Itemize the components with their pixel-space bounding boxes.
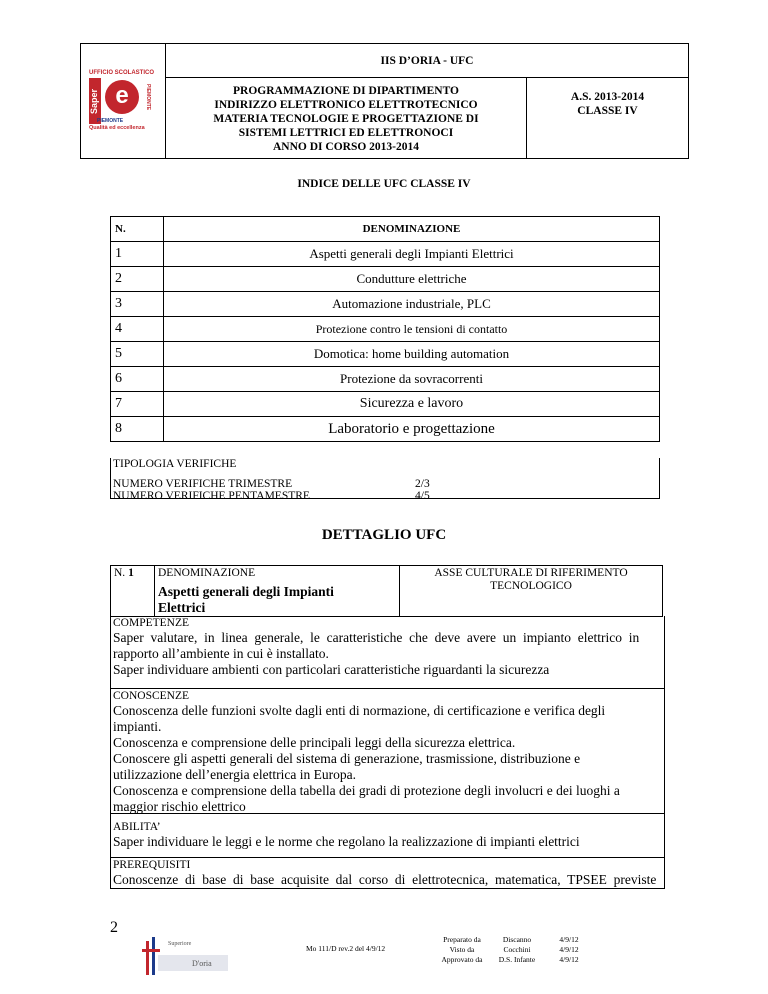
program-line: ANNO DI CORSO 2013-2014 — [273, 141, 419, 153]
year-info — [527, 78, 689, 159]
program-line: INDIRIZZO ELETTRONICO ELETTROTECNICO — [214, 99, 478, 111]
footer-names — [494, 935, 540, 965]
school-year: A.S. 2013-2014 — [570, 91, 645, 103]
logo-region: PIEMONTE — [97, 118, 124, 124]
footer-person: D.S. Infante — [498, 955, 536, 964]
conoscenze-label: CONOSCENZE — [113, 690, 190, 702]
prerequisiti-section — [110, 858, 665, 889]
ufc-n-label: N. — [114, 567, 126, 579]
verifiche-pentamestre-label: NUMERO VERIFICHE PENTAMESTRE — [113, 490, 310, 502]
row-name: Automazione industriale, PLC — [164, 292, 660, 317]
module-code: Mo 111/D rev.2 del 4/9/12 — [306, 944, 386, 953]
row-number: 5 — [111, 342, 164, 367]
logo-top-text: UFFICIO SCOLASTICO — [89, 70, 154, 76]
abilita-section — [110, 812, 665, 858]
school-title: IIS D’ORIA - UFC — [166, 44, 689, 78]
footer-role: Preparato da — [443, 935, 481, 944]
ufc-denominazione-line: Aspetti generali degli Impianti — [158, 584, 334, 599]
footer-logo — [142, 935, 238, 979]
ufc-asse-cell — [400, 566, 663, 617]
ufc-denominazione-line: Elettrici — [158, 600, 206, 615]
class-label: CLASSE IV — [577, 105, 638, 117]
competenze-label: COMPETENZE — [113, 617, 190, 629]
row-name: Condutture elettriche — [164, 267, 660, 292]
saper-logo — [85, 70, 161, 132]
table-row — [111, 292, 660, 317]
row-number: 7 — [111, 392, 164, 417]
table-row — [111, 317, 660, 342]
row-name: Sicurezza e lavoro — [164, 392, 660, 417]
row-name: Domotica: home building automation — [164, 342, 660, 367]
table-row — [111, 417, 660, 442]
verifiche-trimestre-label: NUMERO VERIFICHE TRIMESTRE — [113, 478, 293, 490]
conoscenze-line: impianti. — [113, 719, 162, 734]
program-line: SISTEMI LETTRICI ED ELETTRONOCI — [238, 127, 454, 139]
page-number: 2 — [110, 919, 118, 936]
row-number: 2 — [111, 267, 164, 292]
footer-logo-text: D'oria — [192, 959, 212, 968]
verifiche-pentamestre-value: 4/5 — [415, 490, 430, 502]
row-name: Protezione da sovracorrenti — [164, 367, 660, 392]
footer-logo-text: Superiore — [168, 941, 192, 947]
col-n-header: N. — [111, 217, 164, 242]
footer-roles — [436, 935, 488, 965]
competenze-line: Saper individuare ambienti con particolari caratteristiche riguardanti la sicurezza — [113, 662, 550, 677]
table-row — [111, 367, 660, 392]
logo-cell — [81, 44, 166, 159]
asse-value: TECNOLOGICO — [490, 580, 572, 592]
table-row — [111, 392, 660, 417]
competenze-line: rapporto all’ambiente in cui è installato. — [113, 646, 329, 661]
conoscenze-line: maggior rischio elettrico — [113, 799, 246, 814]
conoscenze-line: Conoscenza e comprensione delle principali leggi della sicurezza elettrica. — [113, 735, 516, 750]
conoscenze-line: Conoscere gli aspetti generali del sistema di generazione, trasmissione, distribuzione e — [113, 751, 581, 766]
logo-e-icon — [105, 80, 139, 114]
row-name: Aspetti generali degli Impianti Elettrici — [164, 242, 660, 267]
row-number: 3 — [111, 292, 164, 317]
footer-person: Discanno — [502, 935, 532, 944]
table-row — [111, 242, 660, 267]
footer-date: 4/9/12 — [559, 945, 579, 954]
prerequisiti-label: PREREQUISITI — [113, 859, 191, 871]
row-name: Laboratorio e progettazione — [164, 417, 660, 442]
competenze-section — [110, 616, 665, 689]
table-row — [111, 267, 660, 292]
footer-date: 4/9/12 — [559, 955, 579, 964]
asse-label: ASSE CULTURALE DI RIFERIMENTO — [434, 567, 628, 579]
program-line: PROGRAMMAZIONE DI DIPARTIMENTO — [233, 85, 459, 97]
table-row — [111, 342, 660, 367]
footer-role: Visto da — [449, 945, 475, 954]
ufc-header-table — [110, 565, 663, 617]
document-header — [80, 43, 689, 159]
index-table — [110, 216, 660, 442]
ufc-n-value: 1 — [128, 567, 134, 579]
detail-title: DETTAGLIO UFC — [321, 527, 447, 543]
footer-role: Approvato da — [441, 955, 483, 964]
abilita-line: Saper individuare le leggi e le norme che regolano la realizzazione di impianti elettrici — [113, 834, 580, 849]
row-name: Protezione contro le tensioni di contatto — [164, 317, 660, 342]
col-denominazione-header: DENOMINAZIONE — [164, 217, 660, 242]
conoscenze-line: Conoscenza delle funzioni svolte dagli enti di normazione, di certificazione e verifica degli — [113, 703, 606, 718]
program-info — [166, 78, 527, 159]
footer-person: Cocchini — [503, 945, 531, 954]
footer-date: 4/9/12 — [559, 935, 579, 944]
row-number: 8 — [111, 417, 164, 442]
ufc-denominazione-label: DENOMINAZIONE — [158, 567, 256, 579]
row-number: 4 — [111, 317, 164, 342]
ufc-number-cell — [111, 566, 155, 617]
abilita-label: ABILITA’ — [113, 821, 161, 833]
footer-dates — [554, 935, 584, 965]
row-number: 1 — [111, 242, 164, 267]
conoscenze-line: Conoscenza e comprensione della tabella dei gradi di protezione degli involucri e dei luoghi a — [113, 783, 620, 798]
verifiche-trimestre-value: 2/3 — [415, 478, 430, 490]
verifiche-box — [110, 458, 660, 502]
index-title: INDICE DELLE UFC CLASSE IV — [297, 178, 471, 190]
row-number: 6 — [111, 367, 164, 392]
program-line: MATERIA TECNOLOGIE E PROGETTAZIONE DI — [213, 113, 479, 125]
conoscenze-line: utilizzazione dell’energia elettrica in Europa. — [113, 767, 357, 782]
ufc-denominazione-cell — [155, 566, 400, 617]
competenze-line: Saper valutare, in linea generale, le caratteristiche che deve avere un impianto elettrico in — [113, 630, 640, 645]
logo-brand: Saper — [89, 78, 101, 124]
tipologia-label: TIPOLOGIA VERIFICHE — [113, 458, 237, 470]
prerequisiti-line: Conoscenze di base di base acquisite dal corso di elettrotecnica, matematica, TPSEE previste — [113, 872, 657, 887]
conoscenze-section — [110, 688, 665, 814]
logo-tagline: Qualità ed eccellenza — [89, 125, 145, 131]
logo-side-text: PIEMONTE — [145, 83, 151, 111]
